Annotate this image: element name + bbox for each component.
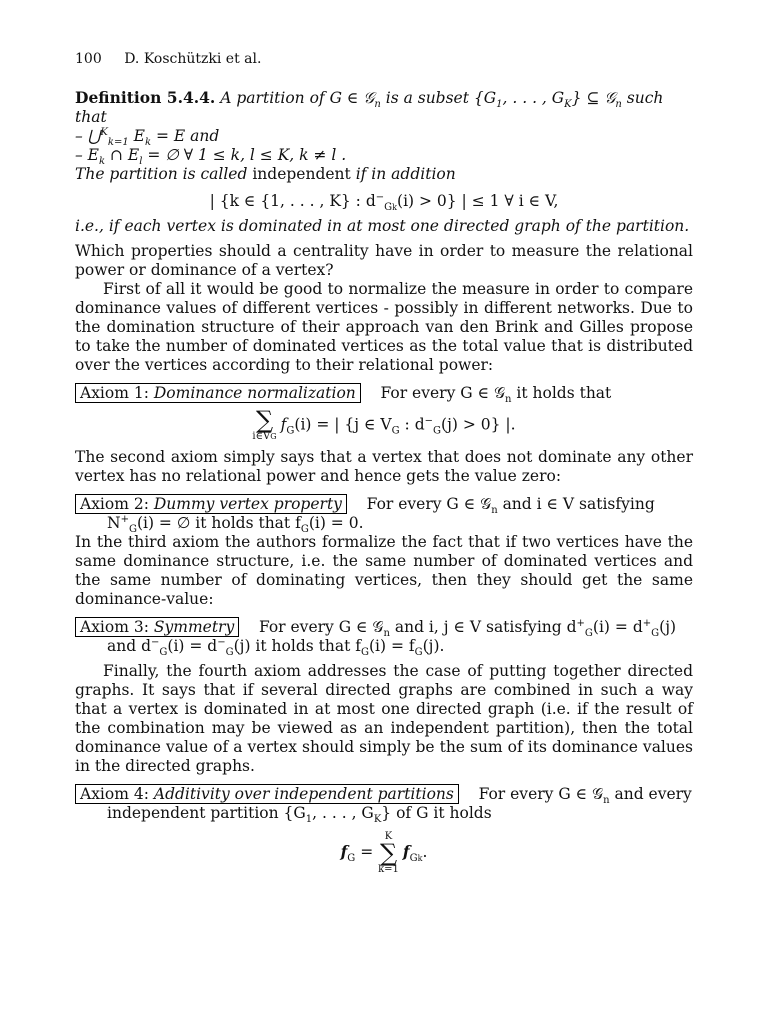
paragraph-4: In the third axiom the authors formalize the fact that if two vertices have the same dominance structure, i.e. the same number of dominated vertices and the same number of dominating vertices, then they should get the same dominance-value: — [75, 533, 693, 608]
running-authors: D. Koschützki et al. — [124, 51, 262, 67]
axiom-2: Axiom 2: Dummy vertex property For every G ∈ 𝒢$_n$ and i ∈ V satisfying — [75, 494, 693, 514]
paragraph-3: The second axiom simply says that a vertex that does not dominate any other vertex has no relational power and hence gets the value zero: — [75, 448, 693, 485]
page-number: 100 — [75, 51, 102, 67]
definition-block — [75, 88, 693, 236]
axiom-3-box: Axiom 3: Symmetry — [75, 617, 239, 637]
definition-condition-2: – $E_k$ ∩ $E_l$ = ∅ ∀ 1 ≤ k, l ≤ K, k ≠ l . — [75, 146, 347, 168]
running-header — [75, 50, 261, 69]
axiom-1-box: Axiom 1: Dominance normalization — [75, 383, 361, 403]
paragraph-1: Which properties should a centrality have in order to measure the relational power or dominance of a vertex? — [75, 242, 693, 279]
axiom-4-box: Axiom 4: Additivity over independent partitions — [75, 784, 459, 804]
sum-symbol: K ∑ k=1 — [378, 831, 399, 875]
axiom-3: Axiom 3: Symmetry For every G ∈ 𝒢$_n$ and i, j ∈ V satisfying $d^+_G(i) = d^+_G(j)$ — [75, 617, 693, 637]
axiom-3-line-2: and $d^-_G(i) = d^-_G(j)$ it holds that $f_G(i) = f_G(j)$. — [107, 636, 445, 659]
axiom-1: Axiom 1: Dominance normalization For every G ∈ 𝒢$_n$ it holds that — [75, 383, 693, 403]
definition-condition-1: – ⋃$^K_{k=1}$ $E_k = E$ and — [75, 126, 220, 149]
axiom-2-box: Axiom 2: Dummy vertex property — [75, 494, 347, 514]
paragraph-5: Finally, the fourth axiom addresses the case of putting together directed graphs. It says that if several directed graphs are combined in such a way that a vertex is dominated in at most one directed graph (i.e. if the result of the combination may be viewed as an independent partition), then the total dominance value of a vertex should simply be the sum of its dominance values in the directed graphs. — [75, 662, 693, 775]
definition-ie: i.e., if each vertex is dominated in at most one directed graph of the partition. — [75, 217, 690, 235]
definition-label: Definition 5.4.4. — [75, 88, 216, 107]
definition-intro: Definition 5.4.4. A partition of G ∈ 𝒢$_n$ is a subset {$G_1$, . . . , $G_K$} ⊆ 𝒢$_n$ such that — [75, 88, 664, 126]
sum-symbol: ∑ i∈VG — [252, 406, 277, 442]
axiom-2-line-2: $N^+_G(i)$ = ∅ it holds that $f_G(i) = 0$. — [107, 513, 364, 536]
page-body — [75, 88, 693, 881]
axiom-4-formula: $f_G$ = K ∑ k=1 $f_{Gk}$. — [340, 831, 428, 875]
axiom-1-formula: ∑ i∈VG $f_G(i)$ = | {j ∈ $V_G$ : $d^-_G(j) > 0$} |. — [252, 406, 516, 442]
axiom-4-line-2: independent partition {$G_1$, . . . , $G_K$} of G it holds — [107, 804, 492, 826]
axiom-4: Axiom 4: Additivity over independent partitions For every G ∈ 𝒢$_n$ and every — [75, 784, 693, 804]
definition-independent-sentence: The partition is called independent if in addition — [75, 165, 456, 183]
independence-formula: | {k ∈ {1, . . . , K} : $d^-_{Gk}(i) > 0$} | ≤ 1 ∀ i ∈ V, — [209, 191, 559, 214]
paragraph-2: First of all it would be good to normalize the measure in order to compare dominance values of different vertices - possibly in different networks. Due to the domination structure of their approach van den Brink and Gilles propose to take the number of dominated vertices as the total value that is distributed over the vertices according to their relational power: — [75, 280, 693, 374]
